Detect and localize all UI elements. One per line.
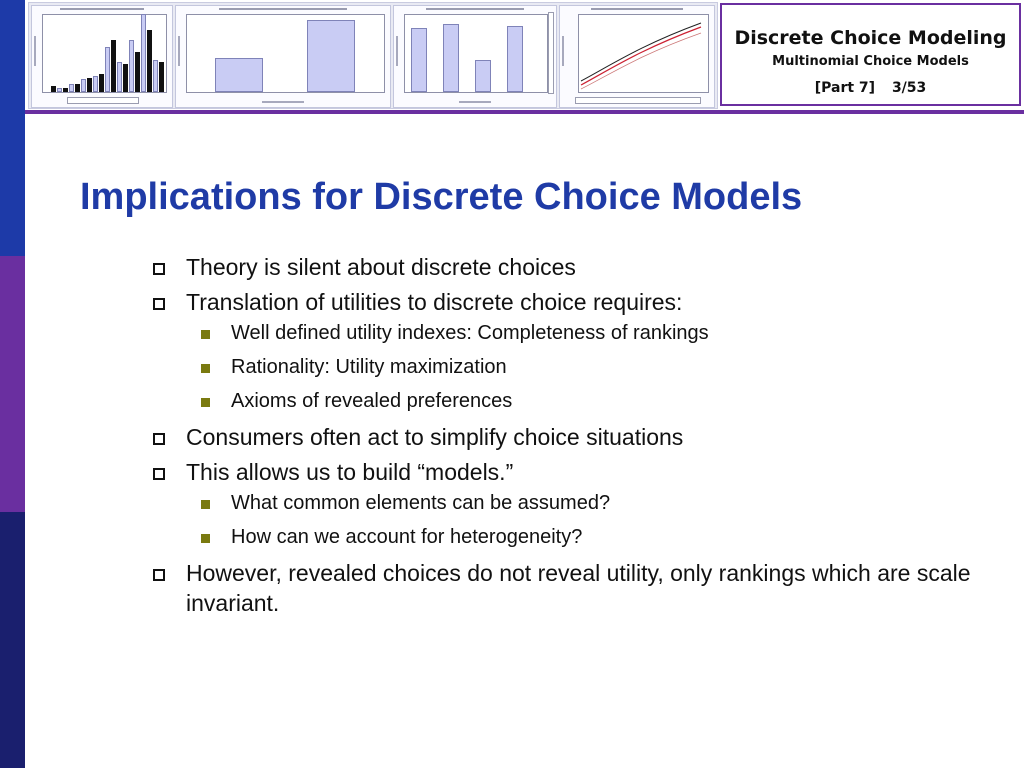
left-stripe-blue — [0, 0, 25, 256]
thumbnail-bar-chart-2 — [393, 5, 557, 108]
sub-bullet-item: Axioms of revealed preferences — [194, 388, 980, 415]
bullet-item — [150, 558, 980, 618]
part-and-page — [722, 80, 1019, 96]
sub-bullet-list — [194, 490, 980, 551]
sub-bullet-item: Rationality: Utility maximization — [194, 354, 980, 381]
sub-bullet-item: What common elements can be assumed? — [194, 490, 980, 517]
slide-title: Implications for Discrete Choice Models — [80, 176, 803, 218]
bullet-item — [150, 457, 980, 551]
bullet-text: Translation of utilities to discrete choice requires: — [186, 289, 683, 315]
thumbnail-bar-chart — [175, 5, 391, 108]
thumbnail-line-chart — [559, 5, 715, 108]
course-title: Discrete Choice Modeling — [734, 27, 1007, 49]
header-chart-thumbnails — [28, 2, 718, 109]
bullet-text: This allows us to build “models.” — [186, 459, 514, 485]
sub-bullet-item: Well defined utility indexes: Completeness of rankings — [194, 320, 980, 347]
bullet-text: However, revealed choices do not reveal utility, only rankings which are scale invariant. — [186, 560, 971, 616]
page-number: 3/53 — [891, 80, 927, 96]
bullet-text: Consumers often act to simplify choice situations — [186, 424, 684, 450]
sub-bullet-item: How can we account for heterogeneity? — [194, 524, 980, 551]
header-divider — [25, 110, 1024, 114]
bullet-item — [150, 252, 980, 282]
thumbnail-curves — [579, 15, 703, 93]
part-label: [Part 7] — [814, 80, 876, 96]
bullet-text: Theory is silent about discrete choices — [186, 254, 576, 280]
bullet-item — [150, 287, 980, 415]
thumbnail-histogram — [31, 5, 173, 108]
course-title-box — [720, 3, 1021, 106]
left-stripe-purple — [0, 256, 25, 512]
bullet-item — [150, 422, 980, 452]
bullet-list — [150, 252, 980, 623]
left-stripe-navy — [0, 512, 25, 768]
course-subtitle: Multinomial Choice Models — [772, 54, 969, 69]
sub-bullet-list — [194, 320, 980, 415]
